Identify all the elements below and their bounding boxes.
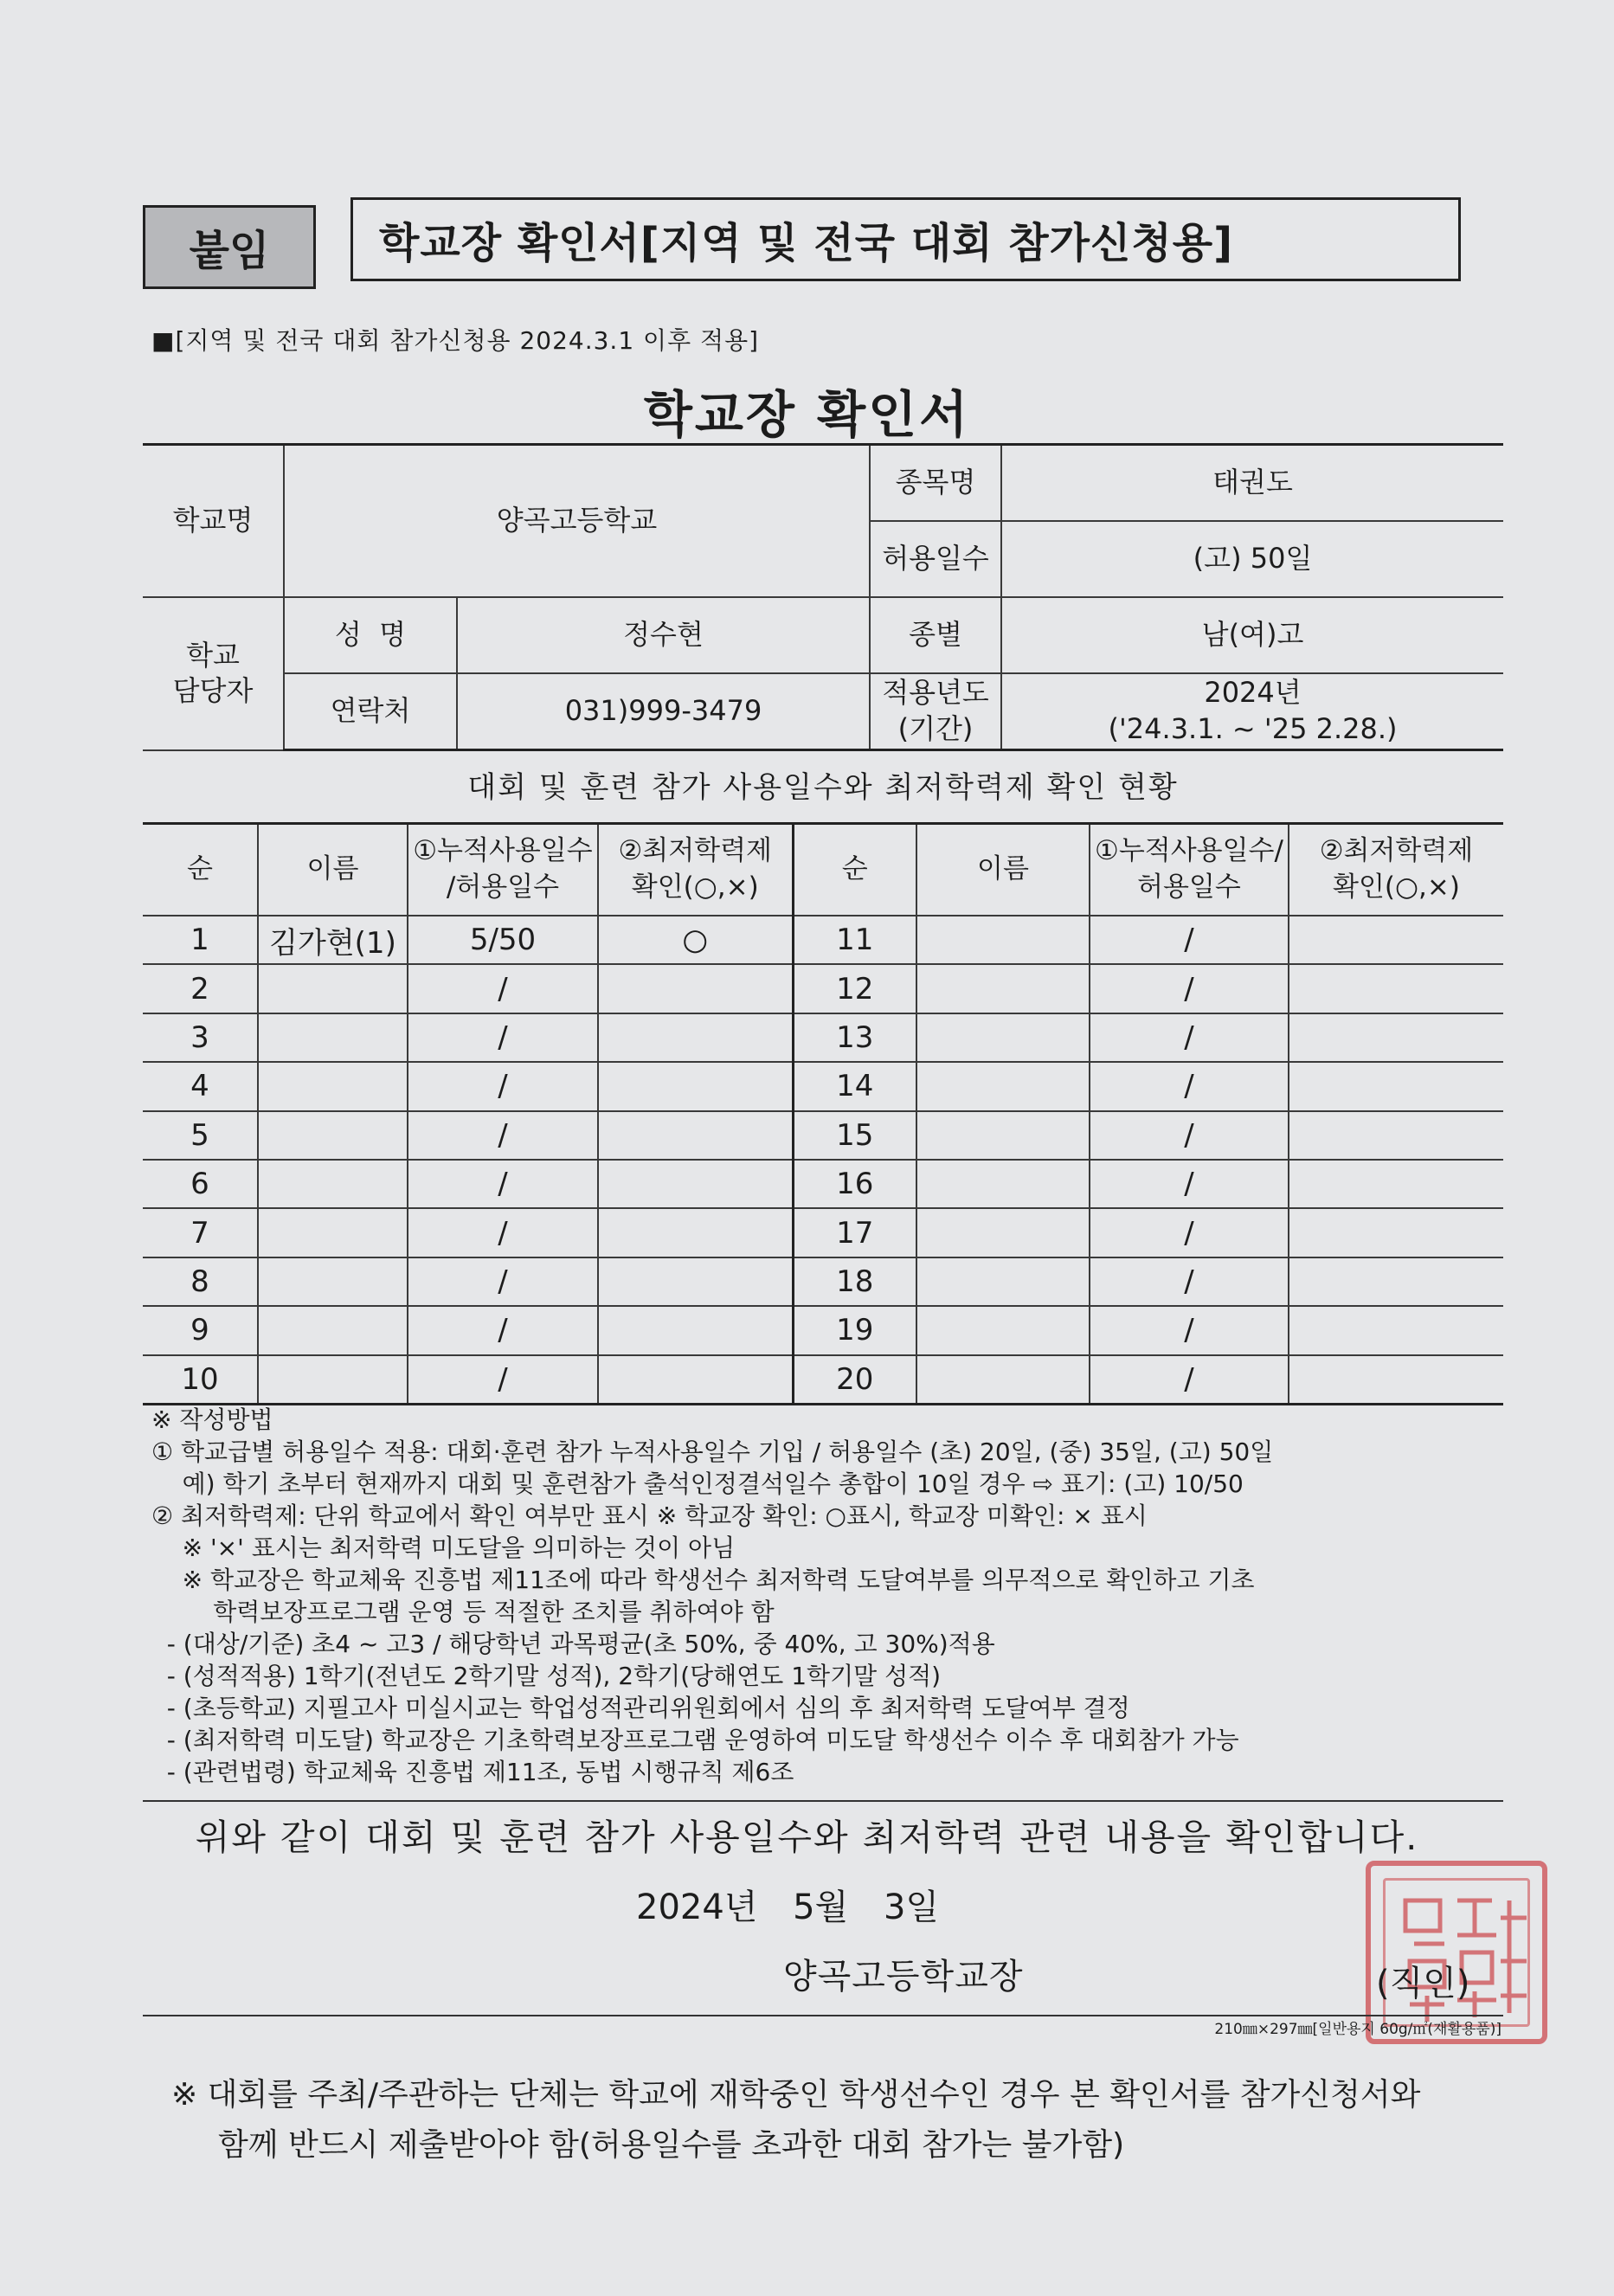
col-edu — [598, 824, 793, 916]
min-academic-check — [598, 964, 793, 1013]
athlete-name — [258, 1062, 408, 1110]
days-used: / — [408, 1013, 598, 1062]
col-days-line2: /허용일수 — [446, 871, 560, 903]
form-header-title: 학교장 확인서[지역 및 전국 대회 참가신청용] — [350, 197, 1461, 281]
phone-label: 연락처 — [284, 673, 457, 750]
instruction-line: 학력보장프로그램 운영 등 적절한 조치를 취하여야 함 — [151, 1598, 775, 1626]
col-days — [408, 824, 598, 916]
row-number: 17 — [793, 1208, 916, 1257]
athlete-name — [258, 1013, 408, 1062]
attachment-tag: 붙임 — [143, 205, 316, 289]
min-academic-check — [1289, 1111, 1503, 1160]
instruction-line: - (초등학교) 지필고사 미실시교는 학업성적관리위원회에서 심의 후 최저학력 도달여부 결정 — [151, 1694, 1130, 1722]
sport-label: 종목명 — [870, 445, 1001, 522]
athlete-name — [916, 916, 1090, 964]
footer-note-line1: ※ 대회를 주최/주관하는 단체는 학교에 재학중인 학생선수인 경우 본 확인서를 참가신청서와 — [171, 2077, 1421, 2113]
days-used: / — [408, 1257, 598, 1306]
applied-note: ■[지역 및 전국 대회 참가신청용 2024.3.1 이후 적용] — [151, 326, 760, 355]
col-no-right: 순 — [793, 824, 916, 916]
row-number: 14 — [793, 1062, 916, 1110]
row-number: 3 — [143, 1013, 258, 1062]
min-academic-check — [1289, 964, 1503, 1013]
row-number: 18 — [793, 1257, 916, 1306]
min-academic-check — [598, 1208, 793, 1257]
athlete-name — [916, 1160, 1090, 1208]
confirmation-statement: 위와 같이 대회 및 훈련 참가 사용일수와 최저학력 관련 내용을 확인합니다. — [195, 1817, 1419, 1858]
table-row — [143, 1306, 1503, 1354]
days-used: / — [408, 1208, 598, 1257]
divider-line — [143, 1800, 1503, 1802]
athlete-name — [258, 1111, 408, 1160]
days-used: / — [1090, 1355, 1289, 1405]
row-number: 7 — [143, 1208, 258, 1257]
row-number: 11 — [793, 916, 916, 964]
footer-note-line2: 함께 반드시 제출받아야 함(허용일수를 초과한 대회 참가는 불가함) — [218, 2127, 1125, 2163]
year-label-line2: (기간) — [897, 712, 974, 745]
row-number: 5 — [143, 1111, 258, 1160]
col-edu-right-line1: ②최저학력제 — [1319, 835, 1474, 867]
min-academic-check — [1289, 1013, 1503, 1062]
min-academic-check — [598, 1062, 793, 1110]
min-academic-check — [1289, 1257, 1503, 1306]
days-used: / — [408, 1111, 598, 1160]
athlete-name: 김가현(1) — [258, 916, 408, 964]
year-label — [870, 673, 1001, 750]
days-used: / — [1090, 1257, 1289, 1306]
table-row — [143, 1257, 1503, 1306]
min-academic-check: ○ — [598, 916, 793, 964]
col-edu-right — [1289, 824, 1503, 916]
athlete-name — [916, 1355, 1090, 1405]
min-academic-check — [1289, 1160, 1503, 1208]
row-number: 10 — [143, 1355, 258, 1405]
athlete-name — [916, 1208, 1090, 1257]
days-used: / — [408, 1306, 598, 1354]
days-used: / — [408, 964, 598, 1013]
table-row — [143, 1111, 1503, 1160]
instruction-line: - (관련법령) 학교체육 진흥법 제11조, 동법 시행규칙 제6조 — [151, 1758, 794, 1786]
min-academic-check — [598, 1013, 793, 1062]
row-number: 1 — [143, 916, 258, 964]
days-used: / — [1090, 916, 1289, 964]
school-name-value: 양곡고등학교 — [284, 445, 870, 598]
seal-mark-label: (직인) — [1376, 1964, 1470, 2003]
school-info-table — [143, 443, 1503, 751]
row-number: 9 — [143, 1306, 258, 1354]
min-academic-check — [598, 1257, 793, 1306]
table-row — [143, 964, 1503, 1013]
col-days-right-line1: ①누적사용일수/ — [1095, 835, 1283, 867]
row-number: 16 — [793, 1160, 916, 1208]
days-used: 5/50 — [408, 916, 598, 964]
instruction-line: ※ 작성방법 — [151, 1405, 273, 1434]
school-name-label: 학교명 — [143, 445, 284, 598]
row-number: 13 — [793, 1013, 916, 1062]
col-name: 이름 — [258, 824, 408, 916]
col-days-line1: ①누적사용일수 — [413, 835, 593, 867]
instruction-line: - (최저학력 미도달) 학교장은 기초학력보장프로그램 운영하여 미도달 학생선수 이수 후 대회참가 가능 — [151, 1726, 1239, 1754]
year-value-line2: ('24.3.1. ~ '25 2.28.) — [1108, 712, 1398, 745]
sport-value: 태권도 — [1001, 445, 1503, 522]
min-academic-check — [598, 1160, 793, 1208]
confirmation-date: 2024년 5월 3일 — [636, 1888, 940, 1927]
paper-spec: 210㎜×297㎜[일반용지 60g/㎡(재활용품)] — [1214, 2021, 1501, 2038]
min-academic-check — [1289, 1306, 1503, 1354]
instruction-line: - (대상/기준) 초4 ~ 고3 / 해당학년 과목평균(초 50%, 중 40%, 고 30%)적용 — [151, 1630, 995, 1658]
days-used: / — [1090, 1013, 1289, 1062]
min-academic-check — [1289, 916, 1503, 964]
min-academic-check — [1289, 1062, 1503, 1110]
col-no: 순 — [143, 824, 258, 916]
person-name-value: 정수현 — [457, 597, 870, 673]
contact-person-label-line2: 담당자 — [172, 674, 254, 708]
writing-instructions — [151, 1404, 1501, 1788]
col-edu-right-line2: 확인(○,×) — [1333, 871, 1460, 903]
allowed-days-label: 허용일수 — [870, 521, 1001, 597]
min-academic-check — [598, 1355, 793, 1405]
athlete-name — [916, 1013, 1090, 1062]
table-row — [143, 1062, 1503, 1110]
athlete-name — [258, 1160, 408, 1208]
days-used: / — [1090, 1208, 1289, 1257]
athlete-name — [916, 1257, 1090, 1306]
days-used: / — [408, 1355, 598, 1405]
table-row — [143, 1160, 1503, 1208]
year-value-line1: 2024년 — [1204, 676, 1302, 710]
instruction-line: - (성적적용) 1학기(전년도 2학기말 성적), 2학기(당해연도 1학기말 성적) — [151, 1662, 942, 1690]
athlete-name — [916, 964, 1090, 1013]
instruction-line: ※ '×' 표시는 최저학력 미도달을 의미하는 것이 아님 — [151, 1534, 736, 1562]
contact-person-label-line1: 학교 — [186, 638, 240, 672]
min-academic-check — [1289, 1355, 1503, 1405]
allowed-days-value: (고) 50일 — [1001, 521, 1503, 597]
athlete-name — [258, 1355, 408, 1405]
row-number: 19 — [793, 1306, 916, 1354]
row-number: 8 — [143, 1257, 258, 1306]
days-used: / — [1090, 1306, 1289, 1354]
athlete-name — [258, 1257, 408, 1306]
days-used: / — [1090, 1111, 1289, 1160]
roster-heading: 대회 및 훈련 참가 사용일수와 최저학력제 확인 현황 — [467, 770, 1179, 805]
gender-label: 종별 — [870, 597, 1001, 673]
contact-person-label — [143, 597, 284, 750]
athlete-name — [916, 1306, 1090, 1354]
table-row — [143, 1013, 1503, 1062]
gender-value: 남(여)고 — [1001, 597, 1503, 673]
row-number: 12 — [793, 964, 916, 1013]
athlete-name — [258, 1208, 408, 1257]
athlete-name — [258, 1306, 408, 1354]
col-name-right: 이름 — [916, 824, 1090, 916]
min-academic-check — [1289, 1208, 1503, 1257]
year-value — [1001, 673, 1503, 750]
instruction-line: ② 최저학력제: 단위 학교에서 확인 여부만 표시 ※ 학교장 확인: ○표시, 학교장 미확인: × 표시 — [151, 1502, 1148, 1530]
row-number: 2 — [143, 964, 258, 1013]
days-used: / — [408, 1160, 598, 1208]
col-edu-line2: 확인(○,×) — [631, 871, 759, 903]
col-days-right — [1090, 824, 1289, 916]
days-used: / — [1090, 1160, 1289, 1208]
table-row — [143, 916, 1503, 964]
instruction-line: 예) 학기 초부터 현재까지 대회 및 훈련참가 출석인정결석일수 총합이 10일 경우 ⇨ 표기: (고) 10/50 — [151, 1470, 1244, 1498]
footer-note — [171, 2070, 1420, 2171]
days-used: / — [408, 1062, 598, 1110]
athlete-name — [916, 1062, 1090, 1110]
row-number: 15 — [793, 1111, 916, 1160]
year-label-line1: 적용년도 — [882, 676, 989, 710]
days-used: / — [1090, 1062, 1289, 1110]
phone-value: 031)999-3479 — [457, 673, 870, 750]
instruction-line: ※ 학교장은 학교체육 진흥법 제11조에 따라 학생선수 최저학력 도달여부를 의무적으로 확인하고 기초 — [151, 1566, 1255, 1594]
min-academic-check — [598, 1306, 793, 1354]
person-name-label: 성 명 — [284, 597, 457, 673]
row-number: 20 — [793, 1355, 916, 1405]
table-row — [143, 1355, 1503, 1405]
participation-roster-table — [143, 822, 1503, 1405]
table-row — [143, 1208, 1503, 1257]
days-used: / — [1090, 964, 1289, 1013]
document-title: 학교장 확인서 — [643, 385, 971, 444]
col-days-right-line2: 허용일수 — [1137, 871, 1241, 903]
row-number: 4 — [143, 1062, 258, 1110]
min-academic-check — [598, 1111, 793, 1160]
row-number: 6 — [143, 1160, 258, 1208]
athlete-name — [258, 964, 408, 1013]
col-edu-line1: ②최저학력제 — [618, 835, 773, 867]
athlete-name — [916, 1111, 1090, 1160]
instruction-line: ① 학교급별 허용일수 적용: 대회·훈련 참가 누적사용일수 기입 / 허용일수 (초) 20일, (중) 35일, (고) 50일 — [151, 1437, 1274, 1466]
principal-signature: 양곡고등학교장 — [783, 1957, 1024, 1997]
